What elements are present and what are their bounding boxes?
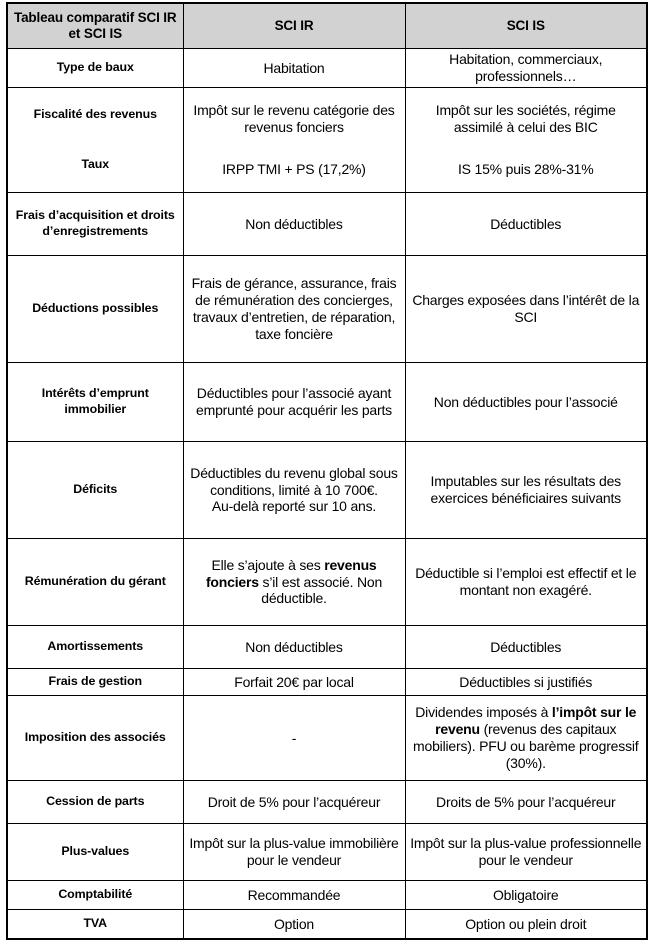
cell-is-frais-de-gestion: Déductibles si justifiés: [405, 669, 647, 696]
cell-is-interets-emprunt: Non déductibles pour l’associé: [405, 363, 647, 442]
cell-is-imposition-part-1: Dividendes imposés à: [415, 704, 552, 721]
cell-is-fiscalite-des-revenus: Impôt sur les sociétés, régime assimilé à celui des BIC: [435, 102, 616, 136]
row-label-type-de-baux: Type de baux: [7, 49, 183, 88]
table-row-fiscalite-taux: [7, 88, 647, 193]
table-row-deductions-possibles: [7, 256, 647, 363]
cell-ir-frais-de-gestion: Forfait 20€ par local: [183, 669, 405, 696]
cell-is-deductions-possibles: Charges exposées dans l’intérêt de la SCI: [405, 256, 647, 363]
column-header-criteria: Tableau comparatif SCI IR et SCI IS: [7, 3, 183, 49]
cell-is-imposition-part-2: (revenus des capitaux mobiliers). PFU ou barème progressif (30%).: [413, 721, 639, 771]
table-row-cession-de-parts: [7, 781, 647, 824]
cell-ir-plus-values: Impôt sur la plus-value immobilière pour le vendeur: [183, 824, 405, 881]
cell-ir-deficits: [183, 442, 405, 539]
table-header: [7, 3, 647, 49]
cell-ir-cession-de-parts: Droit de 5% pour l’acquéreur: [183, 781, 405, 824]
table-row-imposition-associes: [7, 696, 647, 781]
cell-is-frais-acquisition: Déductibles: [405, 193, 647, 256]
cell-is-amortissements: Déductibles: [405, 626, 647, 669]
row-label-deficits: Déficits: [7, 442, 183, 539]
table-row-comptabilite: [7, 881, 647, 910]
row-label-imposition-associes: Imposition des associés: [7, 696, 183, 781]
cell-is-imposition-associes: [405, 696, 647, 781]
row-label-deductions-possibles: Déductions possibles: [7, 256, 183, 363]
column-header-sci-ir: SCI IR: [183, 3, 405, 49]
cell-ir-comptabilite: Recommandée: [183, 881, 405, 910]
cell-is-cession-de-parts: Droits de 5% pour l’acquéreur: [405, 781, 647, 824]
row-label-fiscalite-taux: [7, 88, 183, 193]
row-label-taux: Taux: [81, 157, 110, 172]
row-label-plus-values: Plus-values: [7, 824, 183, 881]
cell-ir-fiscalite-taux: [183, 88, 405, 193]
cell-is-comptabilite: Obligatoire: [405, 881, 647, 910]
row-label-interets-emprunt: Intérêts d’emprunt immobilier: [7, 363, 183, 442]
table-row-amortissements: [7, 626, 647, 669]
cell-is-tva: Option ou plein droit: [405, 910, 647, 940]
row-label-amortissements: Amortissements: [7, 626, 183, 669]
row-label-frais-acquisition: Frais d’acquisition et droits d’enregistrements: [7, 193, 183, 256]
row-label-comptabilite: Comptabilité: [7, 881, 183, 910]
cell-ir-remuneration-part-1: Elle s’ajoute à ses: [211, 556, 325, 573]
cell-ir-remuneration-emphasis: revenus fonciers: [205, 556, 377, 590]
column-header-sci-is: SCI IS: [405, 3, 647, 49]
cell-ir-interets-emprunt: Déductibles pour l’associé ayant emprunté pour acquérir les parts: [183, 363, 405, 442]
table-row-type-de-baux: [7, 49, 647, 88]
row-label-frais-de-gestion: Frais de gestion: [7, 669, 183, 696]
cell-is-remuneration-gerant: Déductible si l’emploi est effectif et le montant non exagéré.: [405, 539, 647, 626]
table-row-interets-emprunt: [7, 363, 647, 442]
cell-ir-imposition-associes: -: [183, 696, 405, 781]
cell-is-deficits: Imputables sur les résultats des exercices bénéficiaires suivants: [405, 442, 647, 539]
cell-ir-fiscalite-des-revenus: Impôt sur le revenu catégorie des revenus fonciers: [193, 102, 395, 136]
table-row-tva: [7, 910, 647, 940]
cell-ir-type-de-baux: Habitation: [183, 49, 405, 88]
cell-ir-taux: IRPP TMI + PS (17,2%): [222, 160, 366, 177]
cell-is-type-de-baux: Habitation, commerciaux, professionnels…: [405, 49, 647, 88]
cell-is-imposition-emphasis: l’impôt sur le revenu: [435, 704, 637, 738]
cell-is-plus-values: Impôt sur la plus-value professionnelle pour le vendeur: [405, 824, 647, 881]
table-row-frais-acquisition: [7, 193, 647, 256]
row-label-tva: TVA: [7, 910, 183, 940]
cell-ir-amortissements: Non déductibles: [183, 626, 405, 669]
cell-is-fiscalite-taux: [405, 88, 647, 193]
table-row-frais-de-gestion: [7, 669, 647, 696]
table-header-row: [7, 3, 647, 49]
cell-ir-tva: Option: [183, 910, 405, 940]
row-label-fiscalite-des-revenus: Fiscalité des revenus: [33, 107, 157, 122]
table-row-deficits: [7, 442, 647, 539]
row-label-remuneration-gerant: Rémunération du gérant: [7, 539, 183, 626]
cell-ir-frais-acquisition: Non déductibles: [183, 193, 405, 256]
cell-ir-remuneration-part-2: s’il est associé. Non déductible.: [258, 573, 383, 607]
cell-is-taux: IS 15% puis 28%-31%: [457, 160, 594, 177]
comparison-table: [6, 2, 648, 940]
cell-ir-deficits-line-2: Au-delà reporté sur 10 ans.: [211, 498, 377, 515]
table-row-plus-values: [7, 824, 647, 881]
cell-ir-deductions-possibles: Frais de gérance, assurance, frais de rémunération des concierges, travaux d’entretien, de réparation, taxe foncière: [183, 256, 405, 363]
table-body: [7, 49, 647, 940]
cell-ir-remuneration-gerant: [183, 539, 405, 626]
cell-ir-deficits-line-1: Déductibles du revenu global sous conditions, limité à 10 700€.: [190, 464, 398, 498]
table-row-remuneration-gerant: [7, 539, 647, 626]
row-label-cession-de-parts: Cession de parts: [7, 781, 183, 824]
